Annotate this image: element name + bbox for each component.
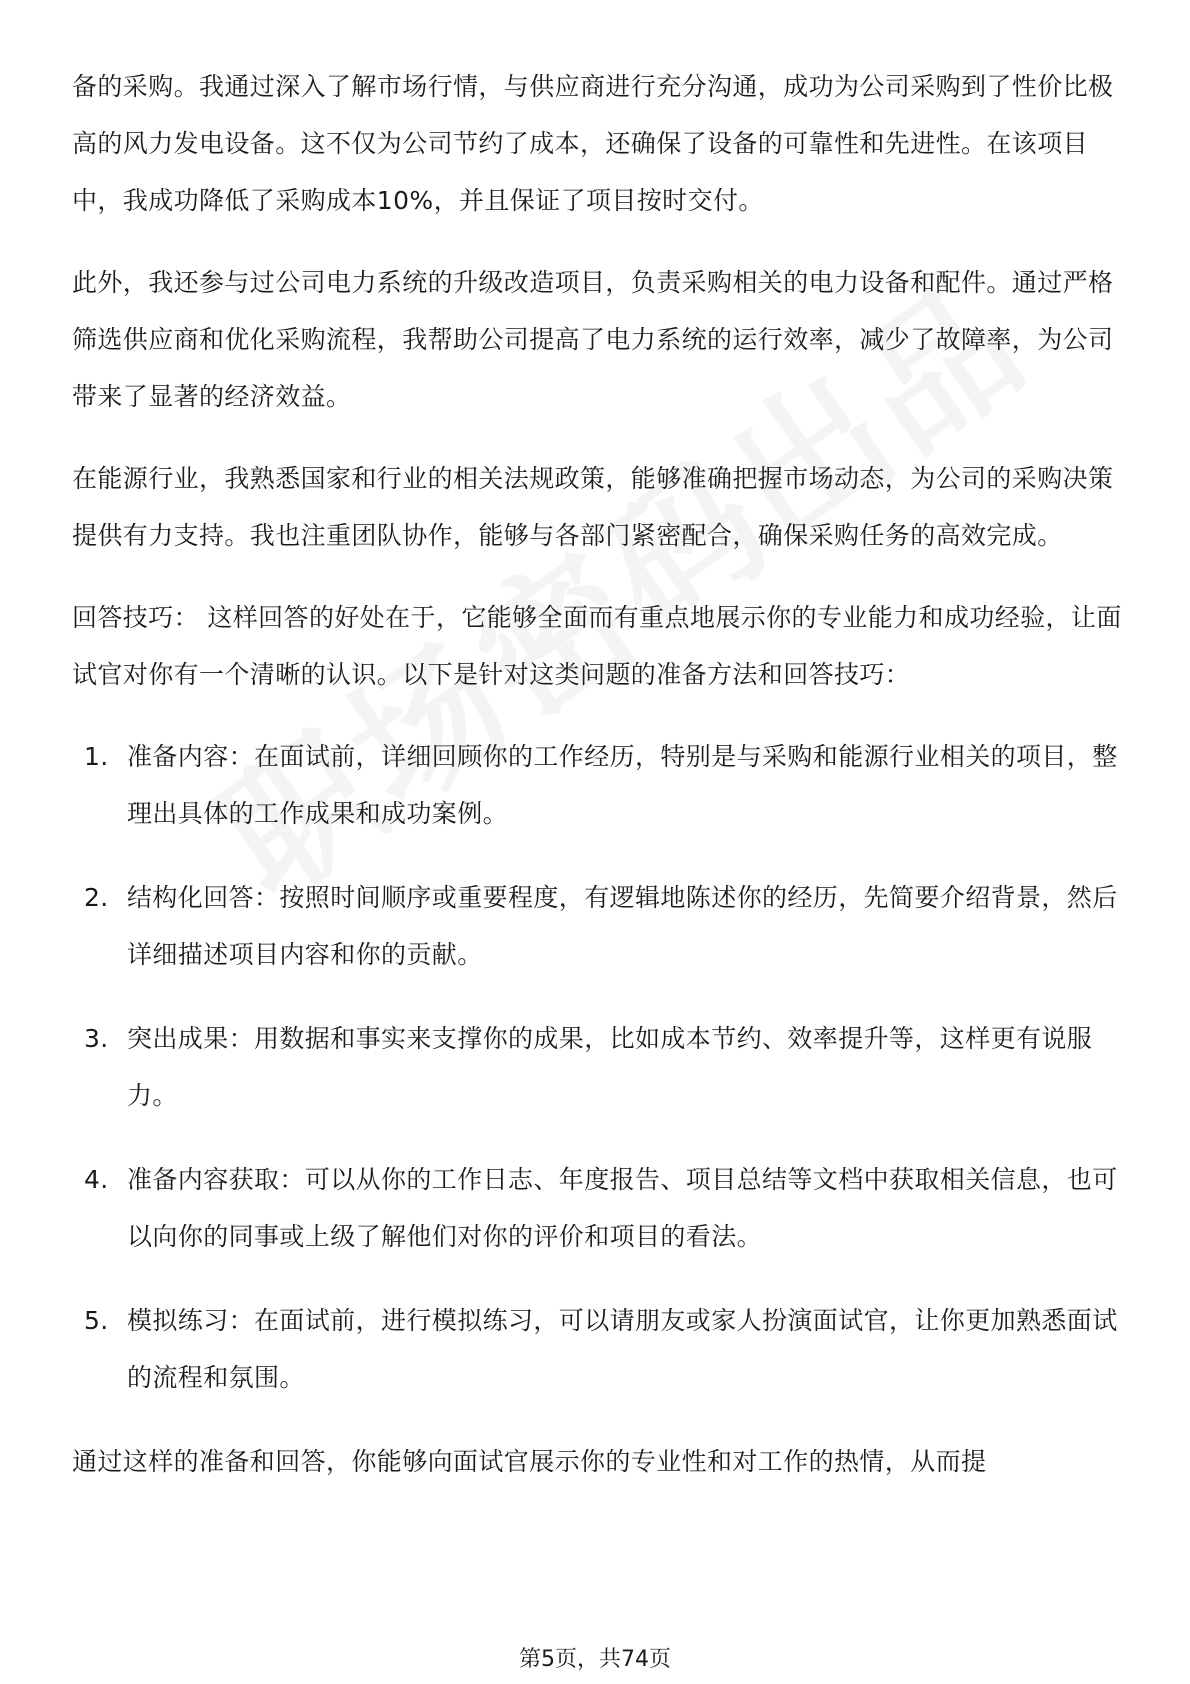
list-item-number: 4. [84, 1165, 109, 1194]
list-item [72, 1010, 1132, 1124]
list-item-number: 1. [84, 742, 109, 771]
paragraph-procurement-experience: 备的采购。我通过深入了解市场行情，与供应商进行充分沟通，成功为公司采购到了性价比极高的风力发电设备。这不仅为公司节约了成本，还确保了设备的可靠性和先进性。在该项目中，我成功降低了采购成本10%，并且保证了项目按时交付。 [72, 72, 1114, 215]
list-item-number: 3. [84, 1024, 109, 1053]
page-content [72, 58, 1132, 1515]
list-item-text: 模拟练习：在面试前，进行模拟练习，可以请朋友或家人扮演面试官，让你更加熟悉面试的流程和氛围。 [127, 1306, 1118, 1392]
paragraph-power-system-project: 此外，我还参与过公司电力系统的升级改造项目，负责采购相关的电力设备和配件。通过严格筛选供应商和优化采购流程，我帮助公司提高了电力系统的运行效率，减少了故障率，为公司带来了显著的经济效益。 [72, 268, 1114, 411]
list-item-text: 准备内容获取：可以从你的工作日志、年度报告、项目总结等文档中获取相关信息，也可以向你的同事或上级了解他们对你的评价和项目的看法。 [127, 1165, 1118, 1251]
paragraph-energy-industry: 在能源行业，我熟悉国家和行业的相关法规政策，能够准确把握市场动态，为公司的采购决策提供有力支持。我也注重团队协作，能够与各部门紧密配合，确保采购任务的高效完成。 [72, 464, 1114, 550]
list-item-number: 2. [84, 883, 109, 912]
page-number-footer: 第5页，共74页 [519, 1647, 671, 1672]
list-item-text: 结构化回答：按照时间顺序或重要程度，有逻辑地陈述你的经历，先简要介绍背景，然后详细描述项目内容和你的贡献。 [127, 883, 1118, 969]
paragraph-closing: 通过这样的准备和回答，你能够向面试官展示你的专业性和对工作的热情，从而提 [72, 1447, 987, 1476]
paragraph-answer-tips: 回答技巧： 这样回答的好处在于，它能够全面而有重点地展示你的专业能力和成功经验，让面试官对你有一个清晰的认识。以下是针对这类问题的准备方法和回答技巧： [72, 603, 1122, 689]
list-item [72, 1151, 1132, 1265]
list-item-text: 准备内容：在面试前，详细回顾你的工作经历，特别是与采购和能源行业相关的项目，整理出具体的工作成果和成功案例。 [127, 742, 1118, 828]
list-item [72, 1292, 1132, 1406]
list-item [72, 728, 1132, 842]
tips-list [72, 728, 1132, 1406]
list-item-number: 5. [84, 1306, 109, 1335]
list-item-text: 突出成果：用数据和事实来支撑你的成果，比如成本节约、效率提升等，这样更有说服力。 [127, 1024, 1093, 1110]
list-item [72, 869, 1132, 983]
